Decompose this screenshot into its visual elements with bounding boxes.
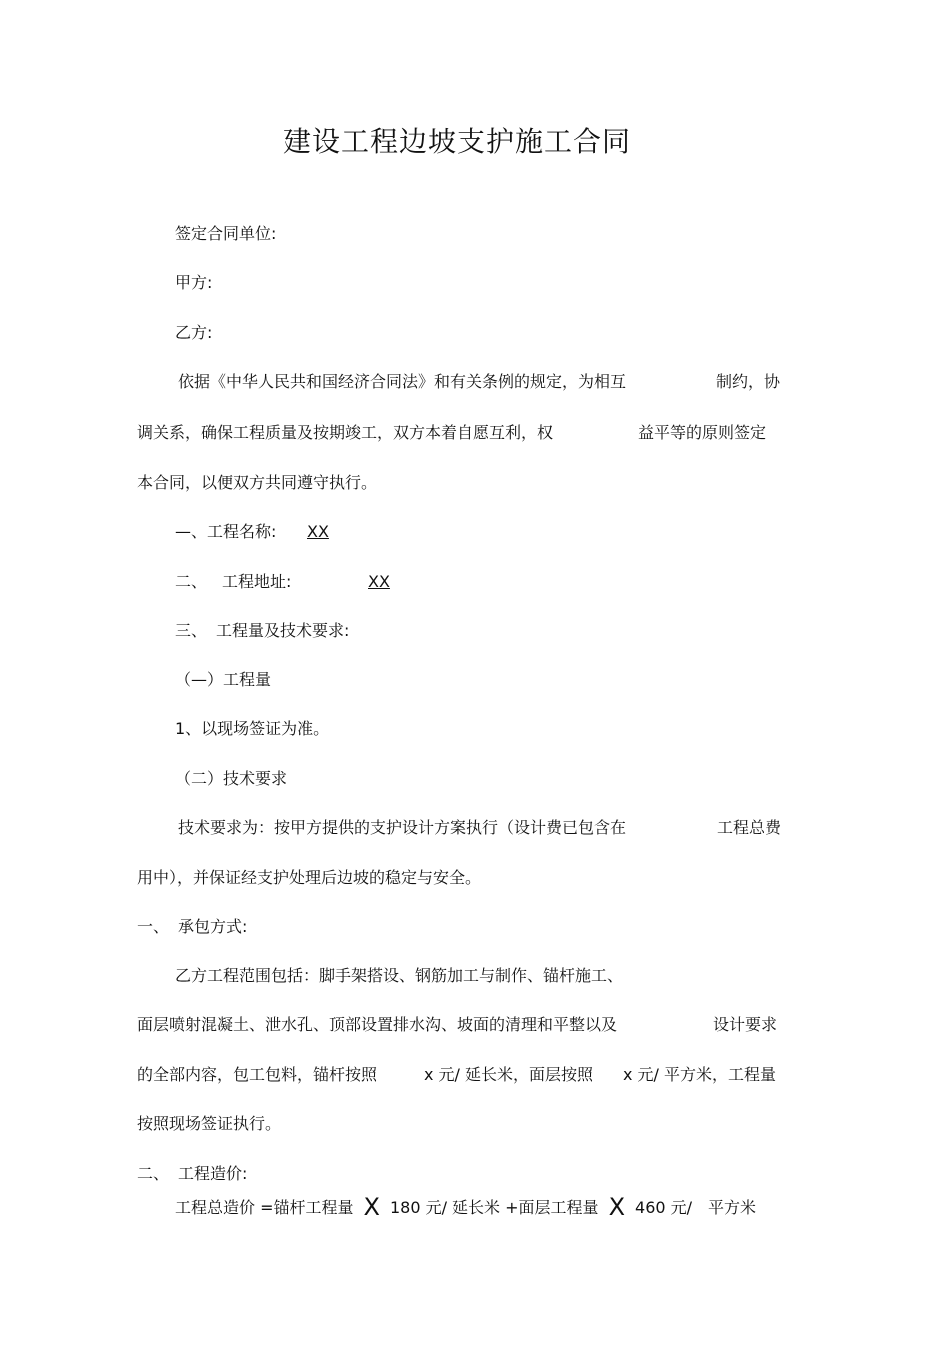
cost-label: 工程造价:	[178, 1164, 248, 1183]
contract-mode-number: 一、	[137, 917, 170, 936]
sub-heading-quantity: （—）工程量	[175, 670, 272, 689]
quantity-item-1: 1、以现场签证为准。	[175, 719, 330, 738]
section-quantity-number: 三、	[175, 621, 208, 640]
preamble-line-2a: 调关系，确保工程质量及按期竣工，双方本着自愿互利，权	[137, 423, 554, 442]
formula-part-3: 460 元/	[635, 1198, 693, 1217]
preamble-line-3: 本合同，以便双方共同遵守执行。	[137, 473, 378, 492]
formula-part-2: 180 元/ 延长米 +面层工程量	[389, 1198, 599, 1217]
contract-mode-label: 承包方式:	[178, 917, 248, 936]
scope-line-3b: x 元/ 延长米，面层按照	[424, 1065, 594, 1084]
scope-line-2a: 面层喷射混凝土、泄水孔、顶部设置排水沟、坡面的清理和平整以及	[137, 1015, 618, 1034]
cost-formula	[175, 1193, 757, 1221]
section-address-number: 二、	[175, 572, 208, 591]
preamble-line-2b: 益平等的原则签定	[638, 423, 767, 442]
tech-line-1a: 技术要求为：按甲方提供的支护设计方案执行（设计费已包含在	[178, 818, 627, 837]
tech-line-1b: 工程总费	[717, 818, 782, 837]
party-b-label: 乙方:	[175, 323, 213, 342]
section-project-name-value: XX	[307, 522, 329, 541]
cost-number: 二、	[137, 1164, 170, 1183]
scope-line-3c: x 元/ 平方米，工程量	[623, 1065, 777, 1084]
scope-line-1: 乙方工程范围包括：脚手架搭设、钢筋加工与制作、锚杆施工、	[175, 966, 624, 985]
document-title: 建设工程边坡支护施工合同	[282, 125, 631, 158]
section-address-value: XX	[368, 572, 390, 591]
tech-line-2: 用中），并保证经支护处理后边坡的稳定与安全。	[137, 868, 482, 887]
multiply-sign-1: X	[363, 1193, 380, 1221]
preamble-line-1b: 制约，协	[716, 372, 781, 391]
scope-line-2b: 设计要求	[713, 1015, 778, 1034]
formula-part-1: 工程总造价 =锚杆工程量	[175, 1198, 354, 1217]
scope-line-3a: 的全部内容，包工包料，锚杆按照	[137, 1065, 378, 1084]
section-project-name-label: —、工程名称:	[175, 522, 277, 541]
multiply-sign-2: X	[608, 1193, 626, 1221]
section-address-label: 工程地址:	[222, 572, 292, 591]
signing-units-label: 签定合同单位:	[175, 224, 277, 243]
party-a-label: 甲方:	[175, 273, 213, 292]
sub-heading-tech: （二）技术要求	[175, 769, 288, 788]
scope-line-4: 按照现场签证执行。	[137, 1114, 282, 1133]
section-quantity-label: 工程量及技术要求:	[216, 621, 350, 640]
preamble-line-1a: 依据《中华人民共和国经济合同法》和有关条例的规定，为相互	[178, 372, 627, 391]
formula-part-4: 平方米	[708, 1198, 757, 1217]
